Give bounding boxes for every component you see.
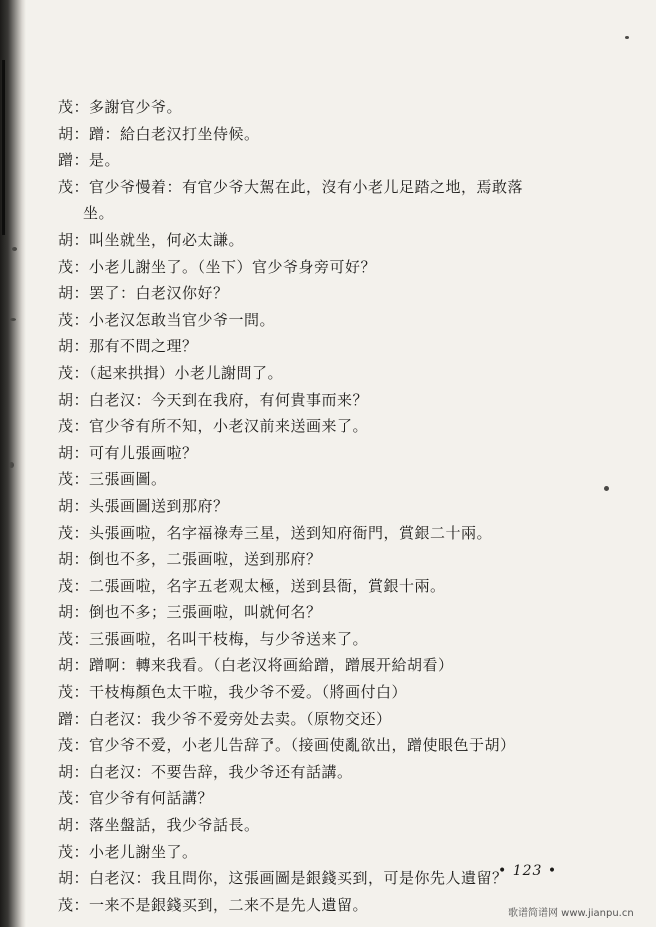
speck bbox=[10, 318, 16, 321]
dialogue-line: 茂：官少爷有所不知，小老汉前来送画来了。 bbox=[58, 417, 369, 436]
speck bbox=[9, 462, 14, 468]
dialogue-line: 胡：那有不問之理？ bbox=[58, 337, 198, 356]
dialogue-line: 蹭：白老汉：我少爷不爱旁处去卖。（原物交还） bbox=[58, 709, 392, 728]
dialogue-line: 胡：蹭：給白老汉打坐侍候。 bbox=[58, 124, 260, 143]
dialogue-line: 茂：多謝官少爷。 bbox=[58, 98, 183, 116]
dialogue-line-continuation: 坐。 bbox=[83, 204, 115, 223]
dialogue-line: 茂：三張画圖。 bbox=[58, 470, 167, 489]
dialogue-line: 茂：头張画啦，名字福祿寿三星，送到知府衙門，賞銀二十兩。 bbox=[58, 523, 493, 542]
dialogue-line: 胡：落坐盤話，我少爷話長。 bbox=[58, 816, 260, 835]
dialogue-line: 胡：叫坐就坐，何必太謙。 bbox=[58, 230, 245, 249]
binding-line bbox=[2, 60, 5, 235]
dialogue-line: 胡：可有儿張画啦？ bbox=[58, 443, 198, 462]
dialogue-line: 茂：小老汉怎敢当官少爷一問。 bbox=[58, 310, 276, 329]
dialogue-line: 胡：倒也不多；三張画啦，叫就何名？ bbox=[58, 603, 322, 622]
speck bbox=[12, 247, 17, 251]
dialogue-line: 茂：一来不是銀錢买到，二来不是先人遺留。 bbox=[58, 895, 369, 914]
dialogue-line: 胡：头張画圖送到那府？ bbox=[58, 496, 229, 515]
speck bbox=[604, 486, 609, 491]
dialogue-line: 胡：倒也不多，二張画啦，送到那府？ bbox=[58, 550, 322, 569]
speck bbox=[625, 36, 629, 39]
dialogue-line: 蹭：是。 bbox=[58, 151, 121, 170]
watermark: 歌谱简谱网 www.jianpu.cn bbox=[508, 908, 634, 919]
dialogue-line: 茂：小老儿謝坐了。 bbox=[58, 842, 198, 861]
dialogue-line: 茂：干枝梅顏色太干啦，我少爷不爱。（將画付白） bbox=[58, 683, 408, 702]
script-dialogue bbox=[58, 94, 588, 918]
dialogue-line: 茂：二張画啦，名字五老观太極，送到县衙，賞銀十兩。 bbox=[58, 576, 446, 595]
dialogue-line: 茂：（起来拱揖）小老儿謝問了。 bbox=[58, 363, 284, 382]
dialogue-line: 茂：官少爷不爱，小老儿告辞了。（接画使亂欲出，蹭使眼色于胡） bbox=[58, 736, 516, 755]
page-number: • 123 • bbox=[498, 863, 558, 879]
dialogue-line: 茂：官少爷慢着：有官少爷大駕在此，沒有小老儿足踏之地，焉敢落 bbox=[58, 177, 524, 196]
dialogue-line: 茂：官少爷有何話講？ bbox=[58, 789, 214, 808]
dialogue-line: 胡：白老汉：我且問你，这張画圖是銀錢买到，可是你先人遺留？ bbox=[58, 869, 508, 888]
dialogue-line: 茂：小老儿謝坐了。（坐下）官少爷身旁可好？ bbox=[58, 257, 377, 276]
dialogue-line: 胡：罢了：白老汉你好？ bbox=[58, 284, 229, 303]
dialogue-line: 茂：三張画啦，名叫干枝梅，与少爷送来了。 bbox=[58, 629, 369, 648]
dialogue-line: 胡：白老汉：不要告辞，我少爷还有話講。 bbox=[58, 762, 353, 781]
dialogue-line: 胡：白老汉：今天到在我府，有何貴事而来？ bbox=[58, 390, 369, 409]
dialogue-line: 胡：蹭啊：轉来我看。（白老汉将画給蹭，蹭展开給胡看） bbox=[58, 656, 454, 675]
